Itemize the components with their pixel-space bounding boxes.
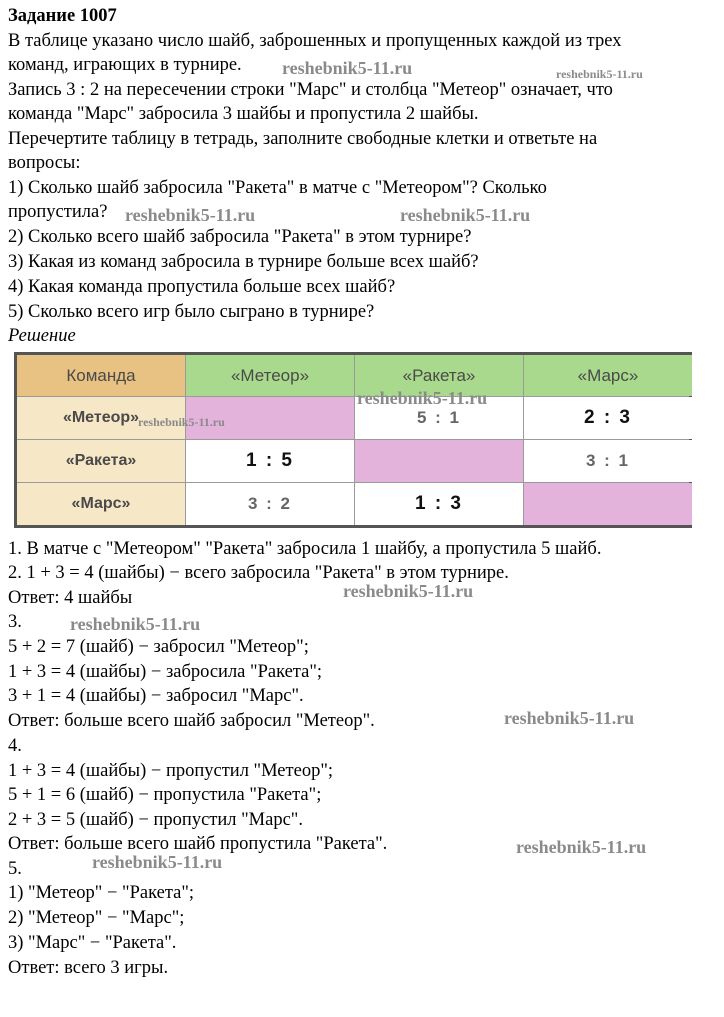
table-cell: 3 : 1 (524, 440, 692, 482)
solution-line: 3 + 1 = 4 (шайбы) − забросил "Марс". (8, 686, 304, 706)
solution-line: 2. 1 + 3 = 4 (шайбы) − всего забросила "Ракета" в этом турнире. (8, 563, 509, 583)
task-line: команда "Марс" забросила 3 шайбы и пропустила 2 шайбы. (8, 104, 479, 124)
row-header-raketa: «Ракета» (17, 440, 185, 482)
solution-line: 3. (8, 612, 22, 632)
watermark: reshebnik5-11.ru (343, 581, 474, 601)
table-header-raketa: «Ракета» (355, 355, 523, 396)
task-question: 1) Сколько шайб забросила "Ракета" в матче с "Метеором"? Сколько (8, 178, 547, 198)
watermark: reshebnik5-11.ru (70, 614, 201, 634)
table-cell: 1 : 5 (186, 440, 354, 482)
table-cell-diagonal (355, 440, 523, 482)
task-question: 2) Сколько всего шайб забросила "Ракета" в этом турнире? (8, 227, 472, 247)
table-cell: 1 : 3 (355, 483, 523, 525)
table-cell: 5 : 1 (355, 397, 523, 439)
solution-line: 2) "Метеор" − "Марс"; (8, 908, 185, 928)
watermark: reshebnik5-11.ru (504, 708, 635, 728)
task-line: Перечертите таблицу в тетрадь, заполните свободные клетки и ответьте на (8, 129, 598, 149)
watermark: reshebnik5-11.ru (92, 852, 223, 872)
row-header-mars: «Марс» (17, 483, 185, 525)
solution-line: 5 + 1 = 6 (шайб) − пропустила "Ракета"; (8, 785, 322, 805)
solution-line: 4. (8, 736, 22, 756)
table-header-mars: «Марс» (524, 355, 692, 396)
task-line: вопросы: (8, 153, 81, 173)
task-question: 5) Сколько всего игр было сыграно в турнире? (8, 302, 375, 322)
watermark: reshebnik5-11.ru (138, 415, 225, 429)
task-line: команд, играющих в турнире. (8, 55, 242, 75)
solution-label: Решение (8, 326, 76, 346)
solution-line: 3) "Марс" − "Ракета". (8, 933, 177, 953)
results-table (14, 352, 692, 528)
task-title: Задание 1007 (8, 6, 117, 26)
task-question: пропустила? (8, 202, 108, 222)
solution-answer: Ответ: 4 шайбы (8, 588, 133, 608)
watermark: reshebnik5-11.ru (400, 205, 531, 225)
task-line: Запись 3 : 2 на пересечении строки "Марс" и столбца "Метеор" означает, что (8, 80, 613, 100)
solution-line: 5. (8, 859, 22, 879)
solution-line: 1) "Метеор" − "Ракета"; (8, 883, 195, 903)
solution-line: 2 + 3 = 5 (шайб) − пропустил "Марс". (8, 810, 303, 830)
task-line: В таблице указано число шайб, заброшенных и пропущенных каждой из трех (8, 31, 622, 51)
table-header-team: Команда (17, 355, 185, 396)
table-cell-diagonal (524, 483, 692, 525)
task-question: 4) Какая команда пропустила больше всех шайб? (8, 277, 396, 297)
solution-answer: Ответ: больше всего шайб забросил "Метеор". (8, 711, 375, 731)
watermark: reshebnik5-11.ru (125, 205, 256, 225)
solution-answer: Ответ: больше всего шайб пропустила "Ракета". (8, 834, 388, 854)
task-question: 3) Какая из команд забросила в турнире больше всех шайб? (8, 252, 479, 272)
row-header-meteor: «Метеор» (17, 397, 185, 439)
solution-line: 5 + 2 = 7 (шайб) − забросил "Метеор"; (8, 637, 309, 657)
table-cell: 2 : 3 (524, 397, 692, 439)
solution-line: 1. В матче с "Метеором" "Ракета" забросила 1 шайбу, а пропустила 5 шайб. (8, 539, 602, 559)
watermark: reshebnik5-11.ru (556, 67, 643, 81)
solution-answer: Ответ: всего 3 игры. (8, 958, 169, 978)
watermark: reshebnik5-11.ru (516, 837, 647, 857)
watermark: reshebnik5-11.ru (357, 388, 488, 408)
table-cell: 3 : 2 (186, 483, 354, 525)
solution-line: 1 + 3 = 4 (шайбы) − забросила "Ракета"; (8, 662, 323, 682)
watermark: reshebnik5-11.ru (282, 58, 413, 78)
solution-line: 1 + 3 = 4 (шайбы) − пропустил "Метеор"; (8, 761, 334, 781)
table-header-meteor: «Метеор» (186, 355, 354, 396)
